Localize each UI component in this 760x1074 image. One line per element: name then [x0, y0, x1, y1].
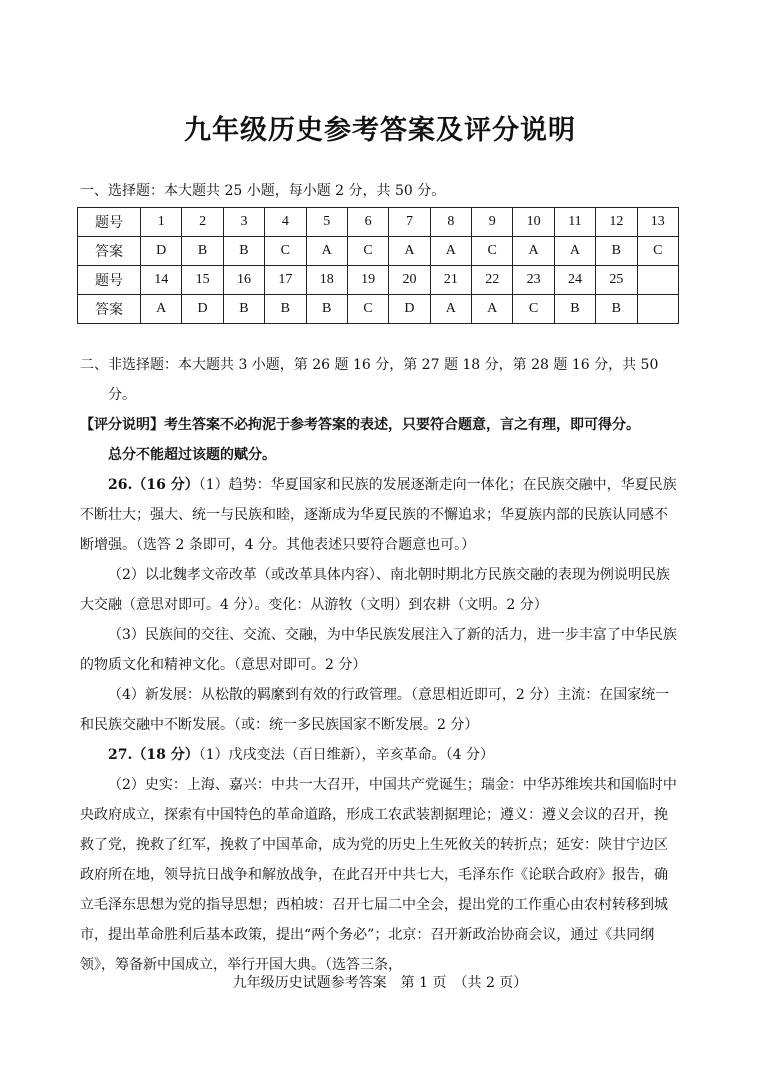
answer-table-cell: B	[306, 295, 347, 324]
answer-table-cell	[637, 295, 679, 324]
answer-table-cell: 10	[513, 208, 554, 237]
answer-table-cell: A	[472, 295, 513, 324]
answer-table-cell: A	[389, 237, 430, 266]
scoring-note	[80, 410, 680, 470]
answer-table	[77, 207, 679, 324]
answer-table-cell: A	[306, 237, 347, 266]
q26-part1-text: （1）趋势：华夏国家和民族的发展逐渐走向一体化；在民族交融中，华夏民族不断壮大；强大、统一与民族和睦，逐渐成为华夏民族的不懈追求；华夏族内部的民族认同感不断增强。（选答 2 条即可，4 分。其他表述只要符合题意也可。）	[80, 477, 677, 553]
q26-label: 26.（16 分）	[108, 477, 199, 493]
answer-table-cell: 15	[182, 266, 223, 295]
section1-heading: 一、选择题：本大题共 25 小题，每小题 2 分，共 50 分。	[80, 183, 446, 199]
answer-table-cell: D	[389, 295, 430, 324]
scoring-note-line1: 【评分说明】考生答案不必拘泥于参考答案的表述，只要符合题意，言之有理，即可得分。	[80, 417, 640, 433]
answer-table-row	[78, 208, 679, 237]
answer-table-cell: 21	[430, 266, 471, 295]
answer-table-cell: 20	[389, 266, 430, 295]
answer-table-cell: 16	[223, 266, 264, 295]
answer-table-cell	[637, 266, 679, 295]
answer-table-cell: A	[554, 237, 595, 266]
answer-table-cell: 3	[223, 208, 264, 237]
answer-table-cell: B	[265, 295, 306, 324]
answer-table-cell: D	[182, 295, 223, 324]
answer-table-row	[78, 237, 679, 266]
answer-table-row	[78, 266, 679, 295]
answer-table-cell: 14	[141, 266, 182, 295]
answer-table-cell: C	[347, 295, 388, 324]
answer-table-cell: C	[513, 295, 554, 324]
answer-table-cell: C	[265, 237, 306, 266]
answer-table-cell: A	[141, 295, 182, 324]
answer-table-cell: 8	[430, 208, 471, 237]
answer-table-cell: B	[223, 237, 264, 266]
answer-table-cell: 11	[554, 208, 595, 237]
answer-table-cell: A	[430, 237, 471, 266]
q27-part1	[80, 740, 680, 770]
answer-table-cell: 5	[306, 208, 347, 237]
q26-part4: （4）新发展：从松散的羁縻到有效的行政管理。（意思相近即可，2 分）主流：在国家统一和民族交融中不断发展。（或：统一多民族国家不断发展。2 分）	[80, 687, 670, 733]
answer-table-cell: A	[513, 237, 554, 266]
q27-label: 27.（18 分）	[108, 747, 199, 763]
answer-table-cell: 17	[265, 266, 306, 295]
answer-table-cell: C	[347, 237, 388, 266]
answer-table-cell: 22	[472, 266, 513, 295]
answer-table-cell: C	[472, 237, 513, 266]
q26-part3: （3）民族间的交往、交流、交融，为中华民族发展注入了新的活力，进一步丰富了中华民族的物质文化和精神文化。（意思对即可。2 分）	[80, 627, 677, 673]
page-title: 九年级历史参考答案及评分说明	[184, 115, 576, 146]
answer-table-cell: B	[596, 237, 637, 266]
answer-table-cell: 12	[596, 208, 637, 237]
answer-table-cell: 18	[306, 266, 347, 295]
answer-table-cell: 23	[513, 266, 554, 295]
answer-table-cell: B	[223, 295, 264, 324]
answer-table-cell: 7	[389, 208, 430, 237]
answer-table-cell: 19	[347, 266, 388, 295]
q27-part2: （2）史实：上海、嘉兴：中共一大召开，中国共产党诞生；瑞金：中华苏维埃共和国临时中央政府成立，探索有中国特色的革命道路，形成工农武装割据理论；遵义：遵义会议的召开，挽救了党，挽救了红军，挽救了中国革命，成为党的历史上生死攸关的转折点；延安：陕甘宁边区政府所在地，领导抗日战争和解放战争，在此召开中共七大，毛泽东作《论联合政府》报告，确立毛泽东思想为党的指导思想；西柏坡：召开七届二中全会，提出党的工作重心由农村转移到城市，提出革命胜利后基本政策，提出“两个务必”；北京：召开新政治协商会议，通过《共同纲领》，筹备新中国成立，举行开国大典。（选答三条，	[80, 777, 677, 973]
answer-table-cell: 25	[596, 266, 637, 295]
answer-table-cell: 1	[141, 208, 182, 237]
section2-heading-line1: 二、非选择题：本大题共 3 小题，第 26 题 16 分，第 27 题 18 分，第 28 题 16 分，共 50	[80, 357, 659, 373]
answer-table-cell: B	[182, 237, 223, 266]
section2-heading-line2: 分。	[108, 387, 136, 403]
q26-part2: （2）以北魏孝文帝改革（或改革具体内容）、南北朝时期北方民族交融的表现为例说明民族大交融（意思对即可。4 分）。变化：从游牧（文明）到农耕（文明。2 分）	[80, 567, 670, 613]
answer-table-cell: D	[141, 237, 182, 266]
q26-part1	[80, 470, 680, 560]
answer-table-cell: 9	[472, 208, 513, 237]
answer-table-cell: B	[596, 295, 637, 324]
section2-heading	[80, 350, 680, 410]
answer-table-row	[78, 295, 679, 324]
answer-table-cell: 24	[554, 266, 595, 295]
answer-table-cell: C	[637, 237, 679, 266]
answer-table-cell: 6	[347, 208, 388, 237]
answer-table-cell: 4	[265, 208, 306, 237]
answer-table-cell: A	[430, 295, 471, 324]
answer-table-cell: B	[554, 295, 595, 324]
page-footer: 九年级历史试题参考答案 第 1 页 （共 2 页）	[232, 975, 528, 991]
answer-table-row-label: 答案	[78, 295, 141, 324]
answer-table-cell: 13	[637, 208, 679, 237]
answer-table-cell: 2	[182, 208, 223, 237]
answer-table-row-label: 题号	[78, 266, 141, 295]
scoring-note-line2: 总分不能超过该题的赋分。	[108, 447, 276, 463]
answer-table-row-label: 题号	[78, 208, 141, 237]
answer-table-row-label: 答案	[78, 237, 141, 266]
q27-part1-text: （1）戊戌变法（百日维新），辛亥革命。（4 分）	[198, 747, 494, 763]
